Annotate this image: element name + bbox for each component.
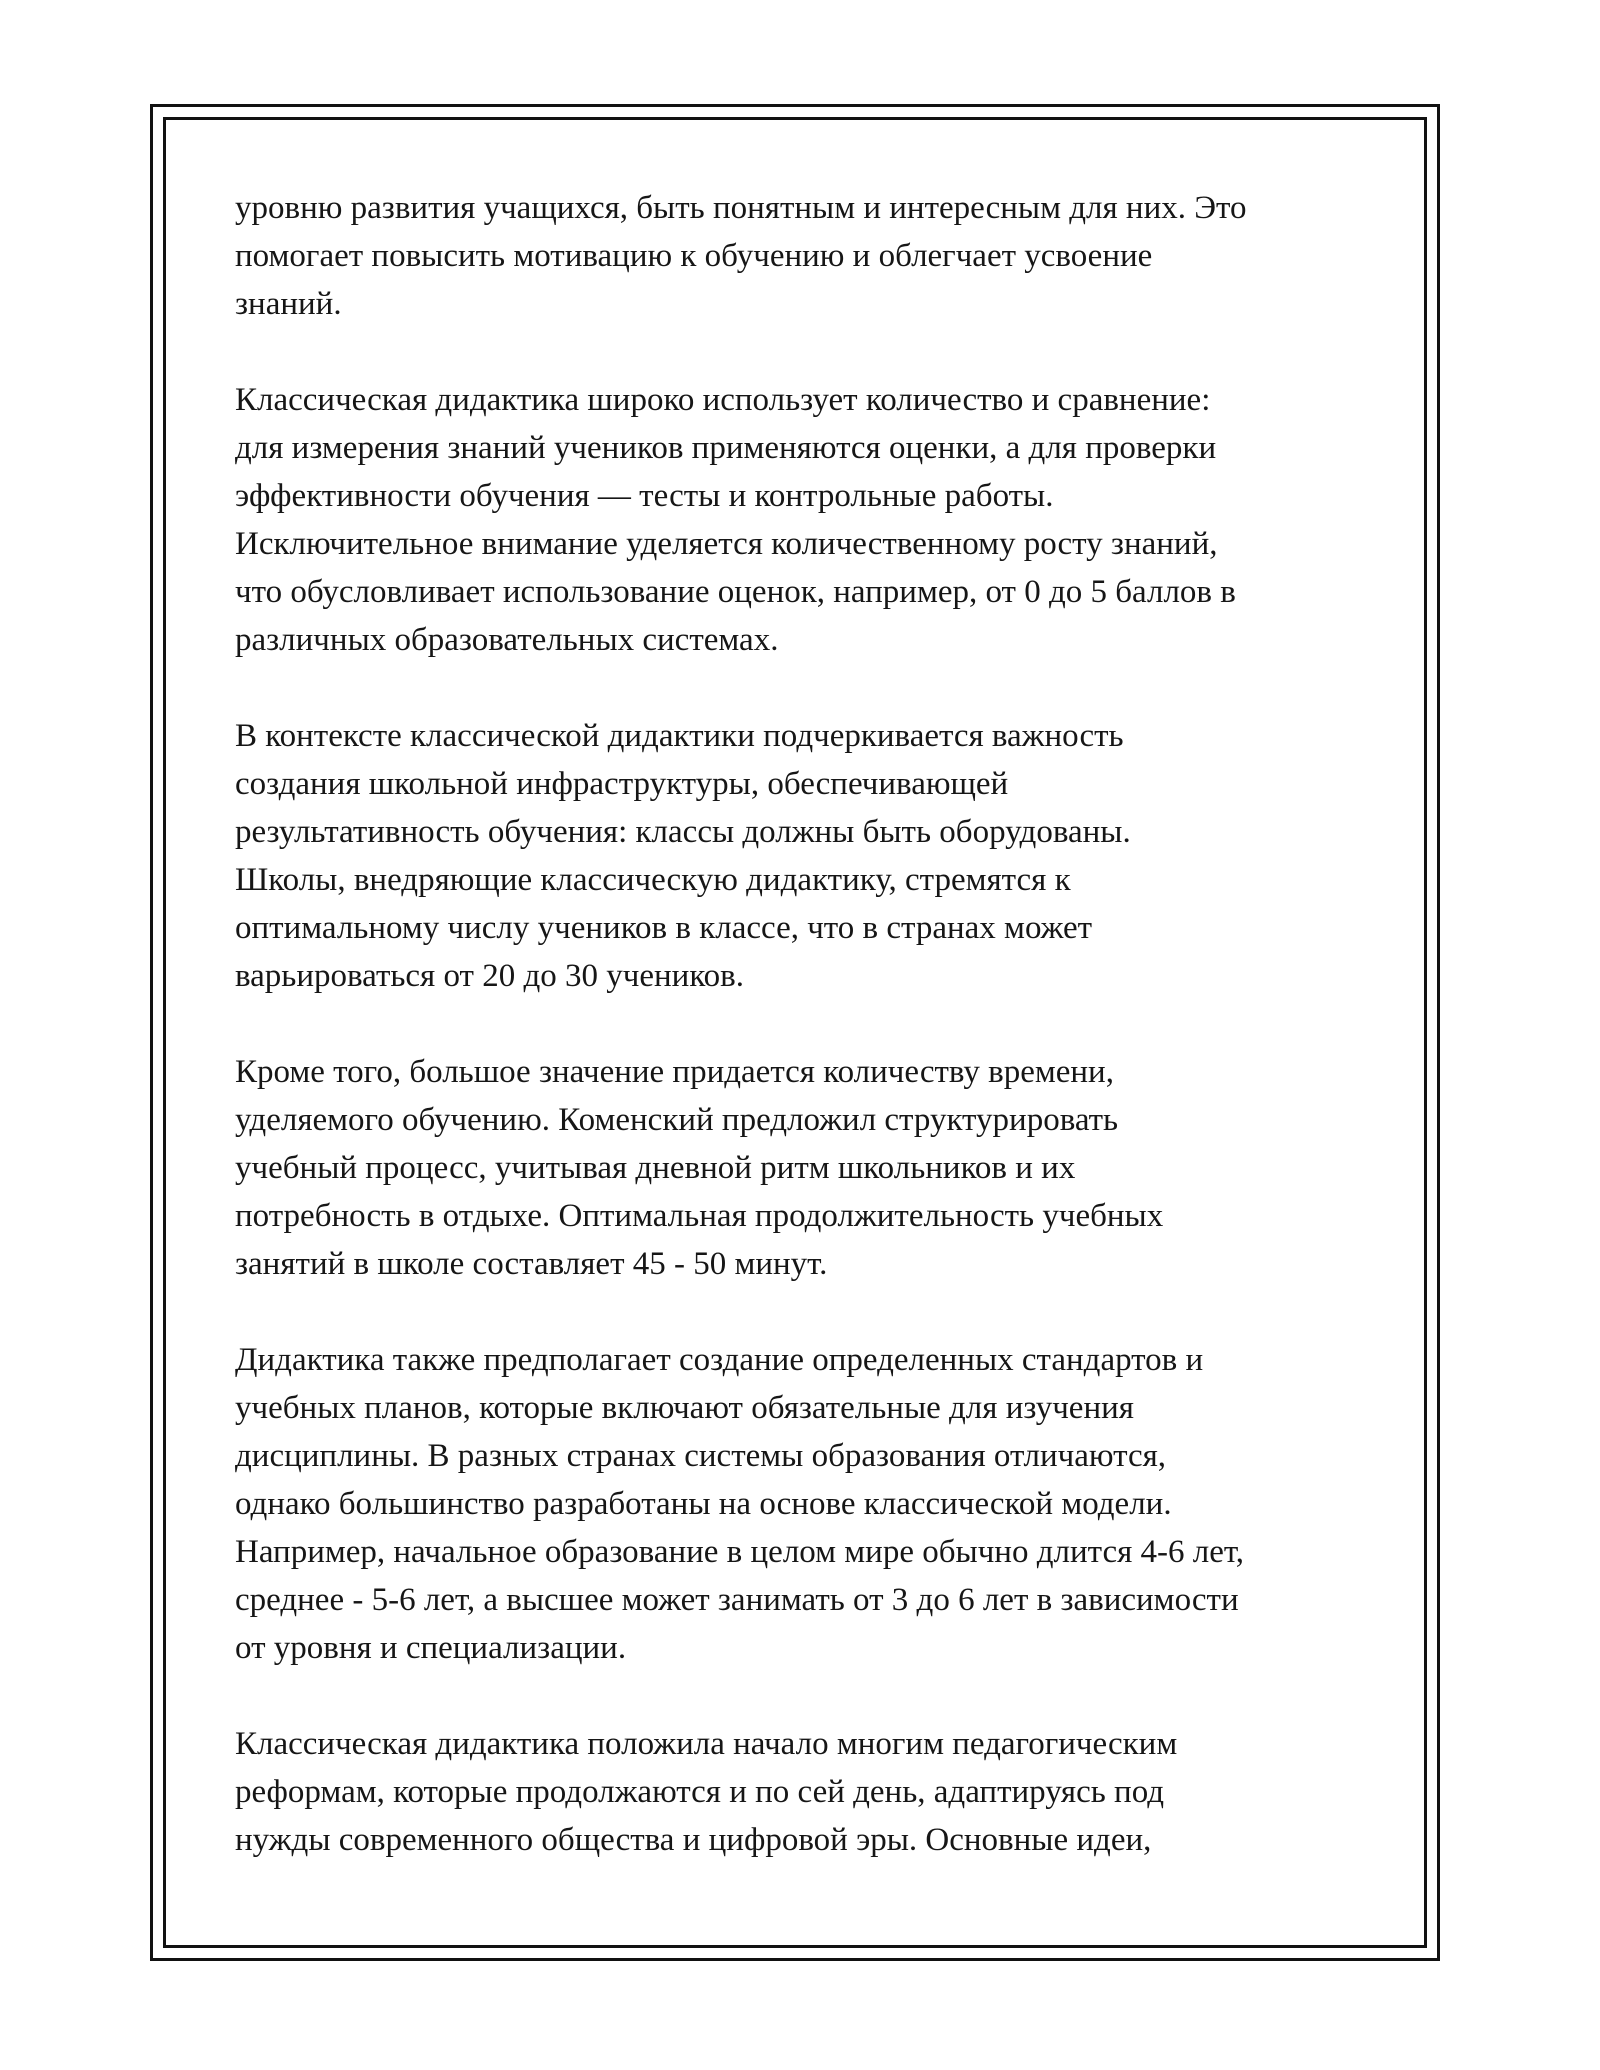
text-line: оптимальному числу учеников в классе, что в странах может [235,910,1093,946]
text-line: Классическая дидактика положила начало многим педагогическим [235,1726,1178,1762]
text-line: варьироваться от 20 до 30 учеников. [235,958,745,994]
text-line: различных образовательных системах. [235,622,779,658]
text-line: знаний. [235,286,342,322]
text-line: занятий в школе составляет 45 - 50 минут. [235,1246,828,1282]
text-line: Школы, внедряющие классическую дидактику, стремятся к [235,862,1071,898]
text-line: потребность в отдыхе. Оптимальная продолжительность учебных [235,1198,1164,1234]
paragraph-6 [235,1720,1390,1864]
paragraph-5 [235,1336,1390,1672]
text-line: эффективности обучения — тесты и контрольные работы. [235,478,1054,514]
text-line: уделяемого обучению. Коменский предложил структурировать [235,1102,1119,1138]
text-line: результативность обучения: классы должны быть оборудованы. [235,814,1131,850]
text-line: помогает повысить мотивацию к обучению и облегчает усвоение [235,238,1153,274]
paragraph-1 [235,184,1390,328]
text-line: Классическая дидактика широко использует количество и сравнение: [235,382,1211,418]
text-line: однако большинство разработаны на основе классической модели. [235,1486,1172,1522]
text-line: уровню развития учащихся, быть понятным и интересным для них. Это [235,190,1247,226]
text-line: учебных планов, которые включают обязательные для изучения [235,1390,1134,1426]
text-line: Исключительное внимание уделяется количественному росту знаний, [235,526,1218,562]
text-line: реформам, которые продолжаются и по сей день, адаптируясь под [235,1774,1165,1810]
text-line: среднее - 5-6 лет, а высшее может занимать от 3 до 6 лет в зависимости [235,1582,1239,1618]
text-line: Например, начальное образование в целом мире обычно длится 4-6 лет, [235,1534,1245,1570]
paragraph-3 [235,712,1390,1000]
text-line: для измерения знаний учеников применяются оценки, а для проверки [235,430,1217,466]
document-body [235,184,1390,1912]
paragraph-4 [235,1048,1390,1288]
text-line: Дидактика также предполагает создание определенных стандартов и [235,1342,1204,1378]
text-line: дисциплины. В разных странах системы образования отличаются, [235,1438,1167,1474]
text-line: создания школьной инфраструктуры, обеспечивающей [235,766,1009,802]
text-line: от уровня и специализации. [235,1630,627,1666]
text-line: учебный процесс, учитывая дневной ритм школьников и их [235,1150,1076,1186]
text-line: нужды современного общества и цифровой эры. Основные идеи, [235,1822,1152,1858]
text-line: В контексте классической дидактики подчеркивается важность [235,718,1124,754]
text-line: Кроме того, большое значение придается количеству времени, [235,1054,1114,1090]
text-line: что обусловливает использование оценок, например, от 0 до 5 баллов в [235,574,1236,610]
paragraph-2 [235,376,1390,664]
